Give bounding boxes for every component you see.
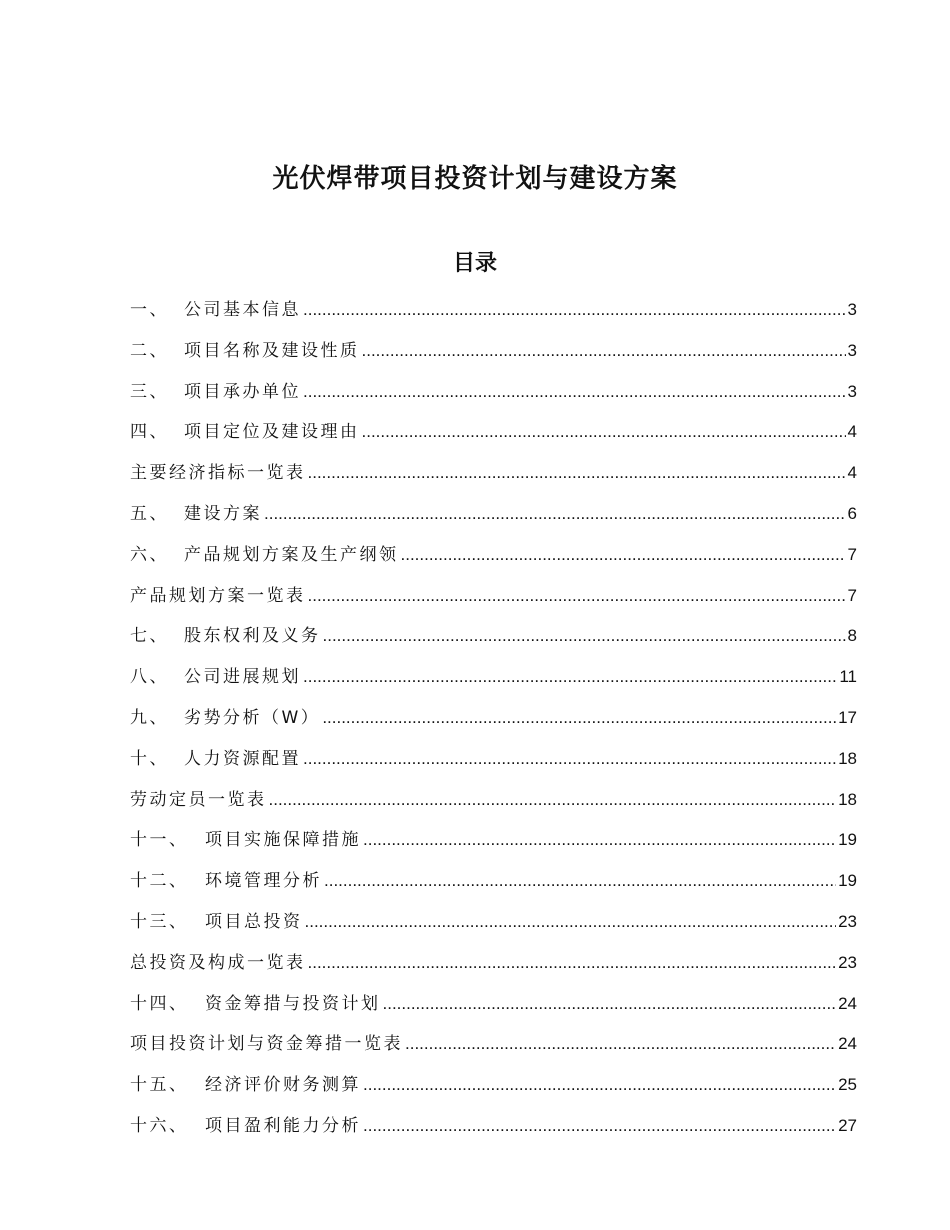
toc-entry-page-number: 7 <box>847 544 857 564</box>
toc-entry-number: 七、 <box>130 626 169 647</box>
toc-entry[interactable] <box>130 331 857 372</box>
toc-entry-page-number: 6 <box>847 503 857 523</box>
toc-entry-page-number: 23 <box>838 952 857 972</box>
toc-entry-title: 总投资及构成一览表 <box>130 952 306 973</box>
toc-dot-leader <box>303 290 846 331</box>
toc-entry[interactable] <box>130 412 857 453</box>
toc-entry-title: 劣势分析（W） <box>184 707 321 728</box>
toc-entry[interactable] <box>130 820 857 861</box>
toc-dot-leader <box>363 1065 836 1106</box>
toc-entry-title: 项目定位及建设理由 <box>184 422 360 443</box>
toc-entry-title: 项目投资计划与资金筹措一览表 <box>130 1034 403 1055</box>
toc-dot-leader <box>362 331 846 372</box>
toc-entry-page-number: 11 <box>839 667 857 687</box>
toc-entry-title: 项目名称及建设性质 <box>184 340 360 361</box>
toc-entry-title: 产品规划方案一览表 <box>130 585 306 606</box>
toc-entry-page-number: 7 <box>847 585 857 605</box>
toc-entry-number: 一、 <box>130 300 169 320</box>
toc-dot-leader <box>363 1106 836 1147</box>
toc-entry-title: 环境管理分析 <box>205 871 322 892</box>
toc-entry-number: 十五、 <box>130 1075 189 1096</box>
toc-entry-title: 产品规划方案及生产纲领 <box>184 544 399 565</box>
toc-dot-leader <box>362 412 846 453</box>
toc-entry-page-number: 18 <box>838 748 857 768</box>
toc-entry[interactable] <box>130 739 857 780</box>
toc-entry-number: 十六、 <box>130 1115 189 1136</box>
toc-entry-page-number: 27 <box>838 1115 857 1135</box>
toc-entry-page-number: 3 <box>847 300 857 319</box>
toc-entry-number: 十三、 <box>130 911 189 932</box>
toc-dot-leader <box>405 1024 836 1065</box>
toc-entry[interactable] <box>130 616 857 657</box>
toc-entry[interactable] <box>130 698 857 739</box>
toc-entry-number: 六、 <box>130 544 169 565</box>
toc-entry-number: 八、 <box>130 667 169 688</box>
toc-entry[interactable] <box>130 902 857 943</box>
toc-entry-number: 五、 <box>130 503 169 524</box>
table-of-contents <box>130 290 857 1147</box>
toc-entry-page-number: 19 <box>838 871 857 891</box>
toc-entry-page-number: 4 <box>847 422 857 442</box>
toc-entry-number: 十一、 <box>130 830 189 851</box>
toc-entry-number: 十二、 <box>130 871 189 892</box>
toc-dot-leader <box>323 616 846 657</box>
toc-dot-leader <box>269 780 837 821</box>
toc-dot-leader <box>264 494 846 535</box>
toc-dot-leader <box>308 943 837 984</box>
toc-entry[interactable] <box>130 494 857 535</box>
toc-dot-leader <box>303 657 837 698</box>
toc-entry-number: 四、 <box>130 422 169 443</box>
toc-entry-page-number: 24 <box>838 993 857 1013</box>
toc-entry-page-number: 19 <box>838 830 857 850</box>
toc-entry[interactable] <box>130 576 857 617</box>
toc-entry[interactable] <box>130 1024 857 1065</box>
toc-dot-leader <box>303 372 846 413</box>
toc-heading: 目录 <box>452 251 497 276</box>
toc-entry[interactable] <box>130 290 857 331</box>
toc-entry-page-number: 24 <box>838 1034 857 1054</box>
toc-entry-title: 项目总投资 <box>205 911 303 932</box>
toc-entry-title: 公司基本信息 <box>184 300 301 320</box>
document-title: 光伏焊带项目投资计划与建设方案 <box>272 164 678 194</box>
toc-entry[interactable] <box>130 943 857 984</box>
toc-entry-title: 资金筹措与投资计划 <box>205 993 381 1014</box>
toc-entry[interactable] <box>130 1065 857 1106</box>
toc-entry-page-number: 18 <box>838 789 857 809</box>
toc-entry-title: 公司进展规划 <box>184 667 301 688</box>
toc-entry-page-number: 4 <box>847 463 857 483</box>
toc-entry-page-number: 25 <box>838 1075 857 1095</box>
toc-entry-page-number: 3 <box>847 381 857 401</box>
toc-entry-number: 九、 <box>130 707 169 728</box>
toc-dot-leader <box>401 535 846 576</box>
toc-entry-number: 三、 <box>130 381 169 402</box>
toc-entry[interactable] <box>130 535 857 576</box>
toc-entry-number: 十、 <box>130 748 169 769</box>
toc-entry-number: 二、 <box>130 340 169 361</box>
toc-dot-leader <box>363 820 836 861</box>
toc-entry-title: 经济评价财务测算 <box>205 1075 361 1096</box>
toc-entry[interactable] <box>130 984 857 1025</box>
toc-entry-page-number: 17 <box>838 707 857 727</box>
toc-dot-leader <box>308 576 846 617</box>
toc-entry-title: 股东权利及义务 <box>184 626 321 647</box>
toc-entry-title: 建设方案 <box>184 503 262 524</box>
toc-entry[interactable] <box>130 1106 857 1147</box>
toc-entry-title: 项目实施保障措施 <box>205 830 361 851</box>
toc-entry-page-number: 23 <box>838 911 857 931</box>
toc-entry[interactable] <box>130 780 857 821</box>
toc-entry-title: 劳动定员一览表 <box>130 789 267 810</box>
toc-dot-leader <box>383 984 837 1025</box>
toc-dot-leader <box>324 861 836 902</box>
toc-entry[interactable] <box>130 657 857 698</box>
toc-entry-page-number: 3 <box>847 340 857 360</box>
toc-dot-leader <box>305 902 837 943</box>
toc-dot-leader <box>303 739 836 780</box>
toc-entry-title: 主要经济指标一览表 <box>130 463 306 484</box>
toc-dot-leader <box>322 698 836 739</box>
toc-entry-title: 项目盈利能力分析 <box>205 1115 361 1136</box>
toc-dot-leader <box>308 453 846 494</box>
toc-entry-number: 十四、 <box>130 993 189 1014</box>
toc-entry[interactable] <box>130 861 857 902</box>
toc-entry-page-number: 8 <box>847 626 857 646</box>
toc-entry[interactable] <box>130 372 857 413</box>
toc-entry-title: 人力资源配置 <box>184 748 301 769</box>
toc-entry[interactable] <box>130 453 857 494</box>
toc-entry-title: 项目承办单位 <box>184 381 301 402</box>
